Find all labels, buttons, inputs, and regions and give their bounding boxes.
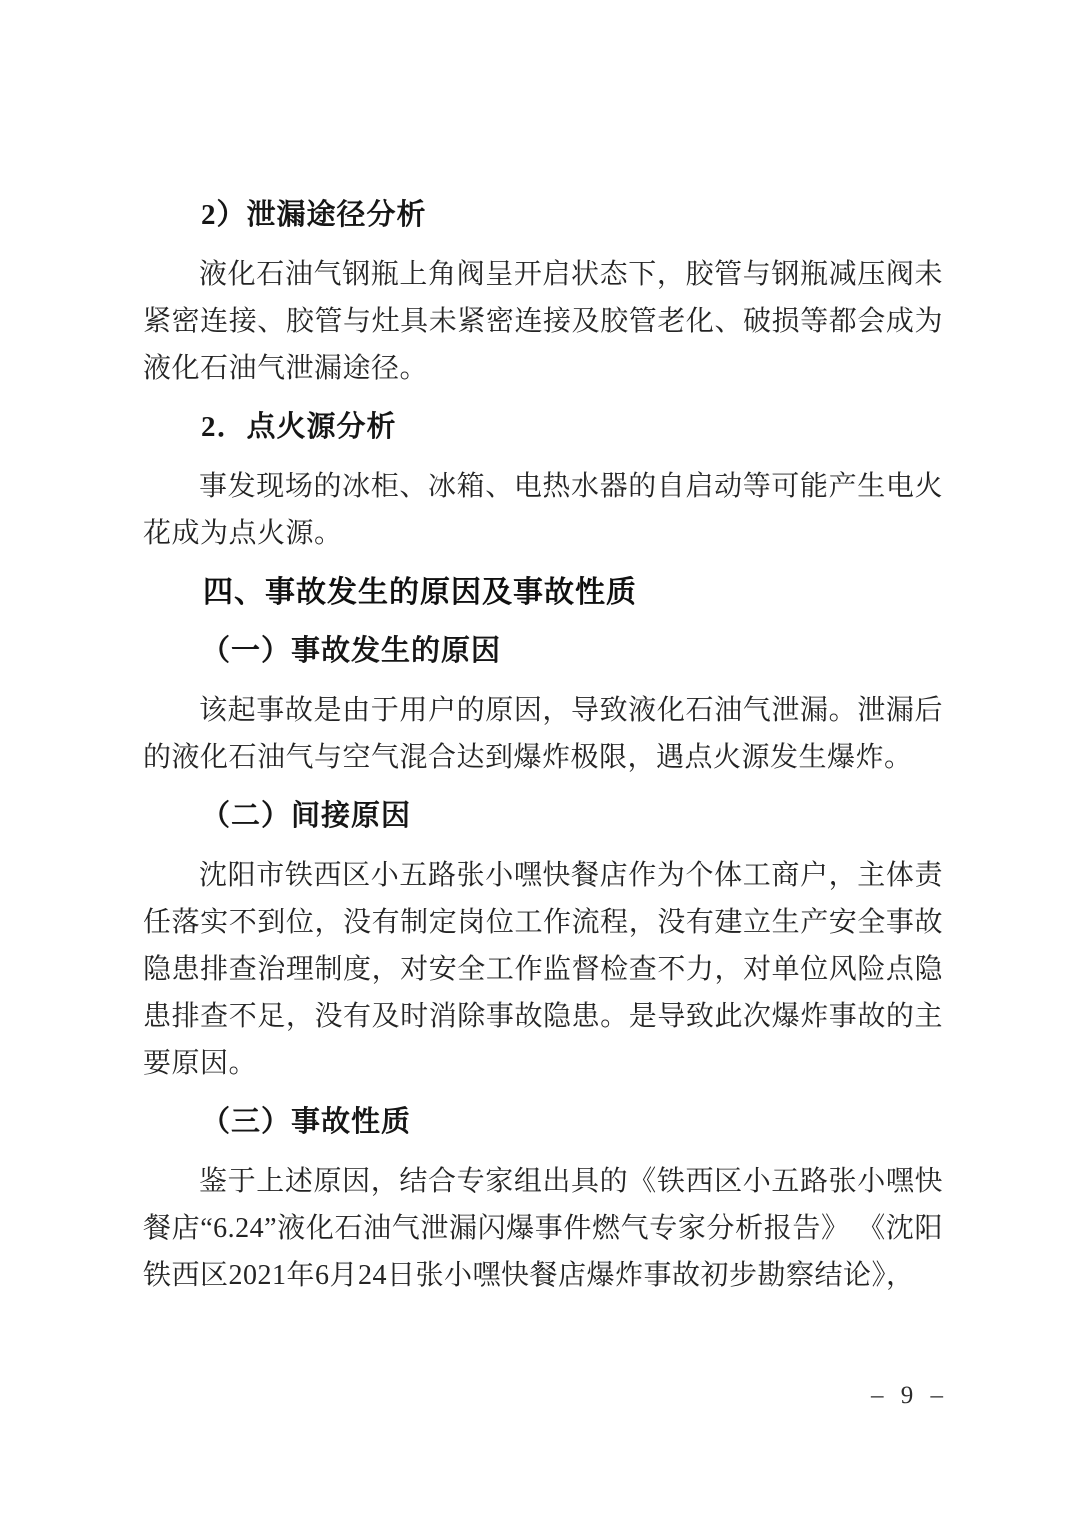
paragraph-ignition-source: 事发现场的冰柜、冰箱、电热水器的自启动等可能产生电火花成为点火源。 (143, 471, 943, 549)
paragraph-indirect-cause: 沈阳市铁西区小五路张小嘿快餐店作为个体工商户，主体责任落实不到位，没有制定岗位工作流程，没有建立生产安全事故隐患排查治理制度，对安全工作监督检查不力，对单位风险点隐患排查不足，没有及时消除事故隐患。是导致此次爆炸事故的主要原因。 (143, 860, 943, 1079)
page-number: – 9 – (871, 1382, 944, 1409)
heading-accident-cause: （一）事故发生的原因 (201, 635, 502, 667)
heading-leak-path-analysis: 2）泄漏途径分析 (201, 199, 427, 231)
heading-section-four-cause-and-nature: 四、事故发生的原因及事故性质 (203, 576, 637, 609)
heading-accident-nature: （三）事故性质 (201, 1106, 412, 1138)
heading-ignition-source-analysis: 2．点火源分析 (201, 411, 397, 443)
paragraph-accident-nature: 鉴于上述原因，结合专家组出具的《铁西区小五路张小嘿快餐店“6.24”液化石油气泄漏闪爆事件燃气专家分析报告》 《沈阳铁西区2021年6月24日张小嘿快餐店爆炸事故初步勘察结论》， (143, 1166, 943, 1291)
paragraph-accident-cause: 该起事故是由于用户的原因，导致液化石油气泄漏。泄漏后的液化石油气与空气混合达到爆炸极限，遇点火源发生爆炸。 (143, 695, 943, 773)
paragraph-leak-path: 液化石油气钢瓶上角阀呈开启状态下，胶管与钢瓶减压阀未紧密连接、胶管与灶具未紧密连接及胶管老化、破损等都会成为液化石油气泄漏途径。 (143, 259, 943, 384)
document-body (143, 192, 943, 1311)
heading-indirect-cause: （二）间接原因 (201, 800, 412, 832)
